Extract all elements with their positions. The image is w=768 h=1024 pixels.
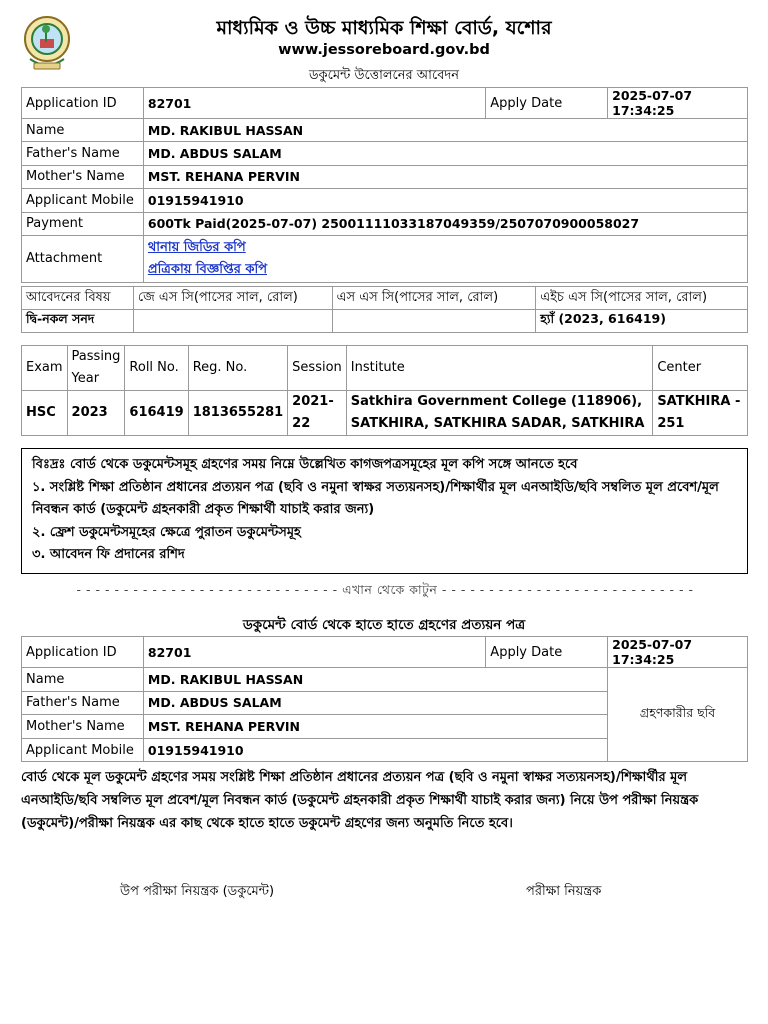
- passing-year-value: 2023: [67, 391, 125, 436]
- header-jsc: জে এস সি(পাসের সাল, রোল): [133, 287, 332, 310]
- table-row: [22, 668, 748, 692]
- name-value: MD. RAKIBUL HASSAN: [143, 119, 747, 142]
- declaration-text: বোর্ড থেকে মূল ডকুমেন্ট গ্রহণের সময় সংশ্লিষ্ট শিক্ষা প্রতিষ্ঠান প্রধানের প্রত্যয়ন পত্র (ছবি ও নমুনা স্বাক্ষর সত্যয়নসহ)/শিক্ষার্থীর মূল এনআইডি/ছবি সম্বলিত মূল প্রবেশ/মূল নিবন্ধন কার্ড (ডকুমেন্ট গ্রহনকারী প্রকৃত শিক্ষার্থী যাচাই করার জন্য) নিয়ে উপ পরীক্ষা নিয়ন্ত্রক (ডকুমেন্ট)/পরীক্ষা নিয়ন্ত্রক এর কাছ থেকে হাতে হাতে ডকুমেন্ট গ্রহণের জন্য অনুমতি নিতে হবে।: [21, 770, 699, 831]
- label-application-id: Application ID: [22, 88, 144, 119]
- board-title: মাধ্যমিক ও উচ্চ মাধ্যমিক শিক্ষা বোর্ড, যশোর: [216, 17, 552, 39]
- jsc-value: [133, 310, 332, 333]
- header-center: Center: [653, 346, 748, 391]
- notice-line: ৩. আবেদন ফি প্রদানের রশিদ: [32, 547, 185, 562]
- document-subtitle: ডকুমেন্ট উত্তোলনের আবেদন: [308, 68, 460, 83]
- header-roll-no: Roll No.: [125, 346, 188, 391]
- apply-date-value: 2025-07-07 17:34:25: [608, 637, 748, 668]
- table-row: [22, 310, 748, 333]
- father-name-value: MD. ABDUS SALAM: [143, 691, 607, 715]
- header-ssc: এস এস সি(পাসের সাল, রোল): [332, 287, 536, 310]
- apply-date-value: 2025-07-07 17:34:25: [608, 88, 748, 119]
- subject-value: দ্বি-নকল সনদ: [22, 310, 134, 333]
- exam-details-table: [21, 345, 748, 436]
- institute-value: Satkhira Government College (118906), SATKHIRA, SATKHIRA SADAR, SATKHIRA: [346, 391, 653, 436]
- exam-value: HSC: [22, 391, 68, 436]
- attachment-link-gd-copy[interactable]: থানায় জিডির কপি: [147, 239, 246, 255]
- table-row: [22, 88, 748, 119]
- attachment-list: [143, 235, 747, 282]
- header-session: Session: [288, 346, 347, 391]
- label-applicant-mobile: Applicant Mobile: [22, 189, 144, 212]
- notice-line: বিঃদ্রঃ বোর্ড থেকে ডকুমেন্টসমূহ গ্রহণের সময় নিম্নে উল্লেখিত কাগজপত্রসমূহের মূল কপি সঙ্গে আনতে হবে: [32, 457, 578, 472]
- label-application-id: Application ID: [22, 637, 144, 668]
- notice-line: ১. সংশ্লিষ্ট শিক্ষা প্রতিষ্ঠান প্রধানের প্রত্যয়ন পত্র (ছবি ও নমুনা স্বাক্ষর সত্যয়নসহ)/শিক্ষার্থীর মূল এনআইডি/ছবি সম্বলিত মূল প্রবেশ/মূল নিবন্ধন কার্ড (ডকুমেন্ট গ্রহনকারী প্রকৃত শিক্ষার্থী যাচাই করার জন্য): [32, 479, 719, 517]
- table-row: [22, 391, 748, 436]
- attachment-link-newspaper-notice[interactable]: প্রত্রিকায় বিজ্ঞপ্তির কপি: [147, 261, 268, 277]
- label-mother-name: Mother's Name: [22, 165, 144, 188]
- session-value: 2021-22: [288, 391, 347, 436]
- header-passing-year: Passing Year: [67, 346, 125, 391]
- label-attachment: Attachment: [22, 235, 144, 282]
- label-mother-name: Mother's Name: [22, 715, 144, 739]
- table-row: [22, 235, 748, 282]
- application-id-value: 82701: [143, 637, 485, 668]
- header-institute: Institute: [346, 346, 653, 391]
- applicant-info-table: [21, 87, 748, 283]
- label-name: Name: [22, 119, 144, 142]
- cut-line: - - - - - - - - - - - - - - - - - - - - - - - - - - - - এখান থেকে কাটুন - - - - - - - - - - - - - - - - - - - - - - - - - - -: [76, 582, 694, 597]
- table-row: [22, 142, 748, 165]
- center-value: SATKHIRA - 251: [653, 391, 748, 436]
- label-name: Name: [22, 668, 144, 692]
- ssc-value: [332, 310, 536, 333]
- application-subject-table: [21, 286, 748, 333]
- father-name-value: MD. ABDUS SALAM: [143, 142, 747, 165]
- header-hsc: এইচ এস সি(পাসের সাল, রোল): [536, 287, 748, 310]
- mother-name-value: MST. REHANA PERVIN: [143, 165, 747, 188]
- header-exam: Exam: [22, 346, 68, 391]
- board-website: www.jessoreboard.gov.bd: [278, 42, 490, 58]
- acknowledgement-title: ডকুমেন্ট বোর্ড থেকে হাতে হাতে গ্রহণের প্রত্যয়ন পত্র: [242, 617, 526, 633]
- applicant-mobile-value: 01915941910: [143, 738, 607, 762]
- notice-line: ২. ফ্রেশ ডকুমেন্টসমূহের ক্ষেত্রে পুরাতন ডকুমেন্টসমূহ: [32, 524, 301, 540]
- notice-box: [21, 448, 748, 574]
- label-payment: Payment: [22, 212, 144, 235]
- application-id-value: 82701: [143, 88, 485, 119]
- name-value: MD. RAKIBUL HASSAN: [143, 668, 607, 692]
- signature-controller: পরীক্ষা নিয়ন্ত্রক: [526, 884, 602, 899]
- table-row: [22, 637, 748, 668]
- header-subject: আবেদনের বিষয়: [22, 287, 134, 310]
- mother-name-value: MST. REHANA PERVIN: [143, 715, 607, 739]
- table-row: [22, 165, 748, 188]
- label-father-name: Father's Name: [22, 691, 144, 715]
- table-row: [22, 346, 748, 391]
- label-apply-date: Apply Date: [486, 88, 608, 119]
- applicant-mobile-value: 01915941910: [143, 189, 747, 212]
- table-row: [22, 119, 748, 142]
- label-applicant-mobile: Applicant Mobile: [22, 738, 144, 762]
- table-row: [22, 287, 748, 310]
- label-father-name: Father's Name: [22, 142, 144, 165]
- table-row: [22, 189, 748, 212]
- header-reg-no: Reg. No.: [188, 346, 287, 391]
- label-apply-date: Apply Date: [486, 637, 608, 668]
- acknowledgement-table: [21, 636, 748, 762]
- recipient-photo-box: গ্রহণকারীর ছবি: [608, 668, 748, 762]
- reg-no-value: 1813655281: [188, 391, 287, 436]
- payment-value: 600Tk Paid(2025-07-07) 25001111033187049359/2507070900058027: [143, 212, 747, 235]
- signature-deputy-controller: উপ পরীক্ষা নিয়ন্ত্রক (ডকুমেন্ট): [120, 884, 275, 899]
- roll-no-value: 616419: [125, 391, 188, 436]
- hsc-value: হ্যাঁ (2023, 616419): [536, 310, 748, 333]
- table-row: [22, 212, 748, 235]
